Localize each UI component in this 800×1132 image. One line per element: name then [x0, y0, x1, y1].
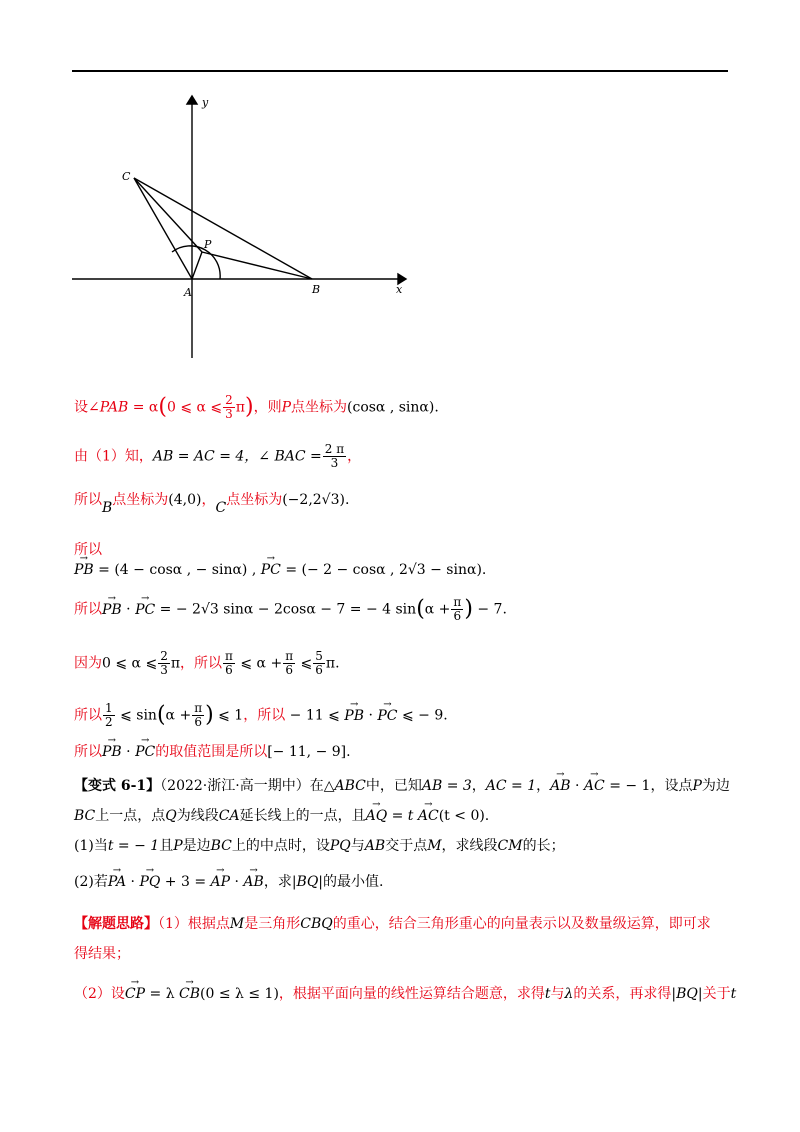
- text: 点坐标为: [291, 399, 348, 416]
- text: 所以: [74, 492, 102, 508]
- vector-pb: → PB: [344, 706, 364, 726]
- header-rule: [72, 70, 728, 72]
- vector-bq-abs: |BQ|: [671, 986, 703, 1002]
- vector-cp: → CP: [125, 984, 145, 1004]
- arc-angle: [172, 246, 220, 279]
- label-x: x: [396, 283, 403, 296]
- variant-tag: 【变式 6-1】: [74, 778, 161, 794]
- vector-pb: → PB: [102, 742, 122, 762]
- math: 0 ⩽ α ⩽: [166, 399, 223, 416]
- solution-idea-1b: 得结果；: [74, 946, 130, 962]
- vector-ac: → AC: [584, 776, 605, 796]
- vector-cb: → CB: [179, 984, 200, 1004]
- geometry-figure: [60, 90, 420, 365]
- vector-ac: → AC: [418, 806, 439, 826]
- question-1: (1)当t = − 1且P是边BC上的中点时，设PQ与AB交于点M，求线段CM的长；: [74, 838, 565, 854]
- math: = (4 − cosα , − sinα) ,: [93, 562, 261, 578]
- fraction: $\frac{\pi}{6}$: [194, 701, 203, 729]
- text: 因为: [74, 655, 102, 672]
- vector-pc: → PC: [261, 560, 281, 580]
- text: 的取值范围是所以: [155, 744, 268, 760]
- solution-tag: 【解题思路】: [74, 916, 158, 932]
- math: = (− 2 − cosα , 2√3 − sinα).: [280, 562, 487, 578]
- solution-line-2: [74, 443, 361, 470]
- math: C: [215, 500, 227, 516]
- vector-pc: → PC: [135, 600, 155, 620]
- text: 由（1）知，: [74, 448, 153, 465]
- fraction: $\frac{2 \pi}{3}$: [324, 442, 345, 470]
- text: ，所以: [243, 707, 286, 724]
- math: B: [102, 500, 113, 516]
- math: − 7.: [472, 601, 507, 618]
- text: 点坐标为: [226, 492, 283, 508]
- text: 所以: [74, 601, 102, 618]
- fraction: $\frac{2}{3}$: [160, 649, 168, 677]
- label-b: B: [312, 283, 321, 296]
- math: (−2,2√3).: [282, 492, 350, 508]
- math: AB = AC = 4，∠ BAC =: [152, 448, 322, 465]
- text: ，所以: [180, 655, 223, 672]
- segment-ca: [134, 178, 192, 279]
- text: 所以: [74, 542, 102, 558]
- math: (cosα , sinα).: [347, 399, 439, 416]
- vector-bq-abs: |BQ|: [291, 874, 324, 890]
- math: 0 ⩽ α ⩽: [102, 655, 158, 672]
- fraction: $\frac{\pi}{6}$: [453, 595, 462, 623]
- math: PAB: [99, 399, 129, 416]
- solution-line-7: 所以 $\frac{1}{2}$ ⩽ sin(α + $\frac{\pi}{6}$ ) ⩽ 1，所以 − 11 ⩽ → PB · → PC ⩽ − 9.: [74, 702, 448, 729]
- math: π: [235, 399, 245, 416]
- fraction: $\frac{2}{3}$: [225, 393, 233, 421]
- solution-line-8: 所以→ PB · → PC的取值范围是所以[− 11, − 9].: [74, 742, 351, 762]
- text: 点坐标为: [112, 492, 169, 508]
- text: ，则: [253, 399, 282, 416]
- label-c: C: [122, 170, 131, 183]
- text: ，: [201, 492, 216, 508]
- fraction: $\frac{\pi}{6}$: [285, 649, 294, 677]
- label-a: A: [184, 286, 192, 299]
- y-axis-arrow: [187, 96, 197, 104]
- vector-aq: → AQ: [366, 806, 388, 826]
- solution-idea-1: 【解题思路】（1）根据点M是三角形CBQ的重心，结合三角形重心的向量表示以及数量级运算，即可求: [74, 916, 711, 932]
- segment-ap: [192, 252, 202, 279]
- math: (4,0): [168, 492, 202, 508]
- math: P: [281, 399, 292, 416]
- vector-pq: → PQ: [139, 872, 160, 892]
- text: 设∠: [74, 399, 100, 416]
- text: 所以: [74, 707, 102, 724]
- label-p: P: [204, 238, 212, 251]
- solution-line-3: [74, 490, 350, 516]
- vector-pc: → PC: [135, 742, 155, 762]
- solution-line-5: 所以→ PB · → PC = − 2√3 sinα − 2cosα − 7 = − 4 sin(α + $\frac{\pi}{6}$ ) − 7.: [74, 596, 507, 623]
- vector-pb: → PB: [102, 600, 122, 620]
- segment-cb: [134, 178, 312, 279]
- variant-line-2: BC上一点，点Q为线段CA延长线上的一点，且→ AQ = t → AC(t < 0).: [74, 806, 489, 826]
- vector-ap: → AP: [211, 872, 231, 892]
- question-2: (2)若→ PA · → PQ + 3 = → AP · → AB，求|BQ|的最小值.: [74, 872, 383, 892]
- fraction: $\frac{1}{2}$: [105, 701, 113, 729]
- solution-line-6: 因为0 ⩽ α ⩽ $\frac{2}{3}$ π，所以 $\frac{\pi}{6}$ ⩽ α + $\frac{\pi}{6}$ ⩽ $\frac{5}{6}$ π.: [74, 649, 340, 677]
- math: = − 2√3 sinα − 2cosα − 7 = − 4 sin: [155, 601, 417, 618]
- text: ，: [347, 448, 362, 465]
- solution-idea-2: （2）设→ CP = λ → CB(0 ≤ λ ≤ 1)，根据平面向量的线性运算结合题意，求得t与λ的关系，再求得|BQ|关于t: [74, 984, 736, 1004]
- fraction: $\frac{5}{6}$: [315, 649, 323, 677]
- vector-pa: → PA: [108, 872, 126, 892]
- vector-ab: → AB: [243, 872, 263, 892]
- text: 所以: [74, 744, 102, 760]
- solution-line-4: [74, 540, 486, 580]
- math: = α: [128, 399, 159, 416]
- fraction: $\frac{\pi}{6}$: [225, 649, 233, 677]
- vector-pb: → PB: [74, 560, 94, 580]
- variant-line-1: 【变式 6-1】（2022·浙江·高一期中）在△ABC中，已知AB = 3，AC = 1，→ AB · → AC = − 1，设点P为边: [74, 776, 730, 796]
- vector-ab: → AB: [550, 776, 570, 796]
- label-y: y: [202, 96, 209, 109]
- solution-line-1: 设∠PAB = α(0 ⩽ α ⩽ $\frac{2}{3}$ π)，则P点坐标为(cosα , sinα).: [74, 393, 439, 421]
- vector-pc: → PC: [377, 706, 397, 726]
- math: α +: [424, 601, 451, 618]
